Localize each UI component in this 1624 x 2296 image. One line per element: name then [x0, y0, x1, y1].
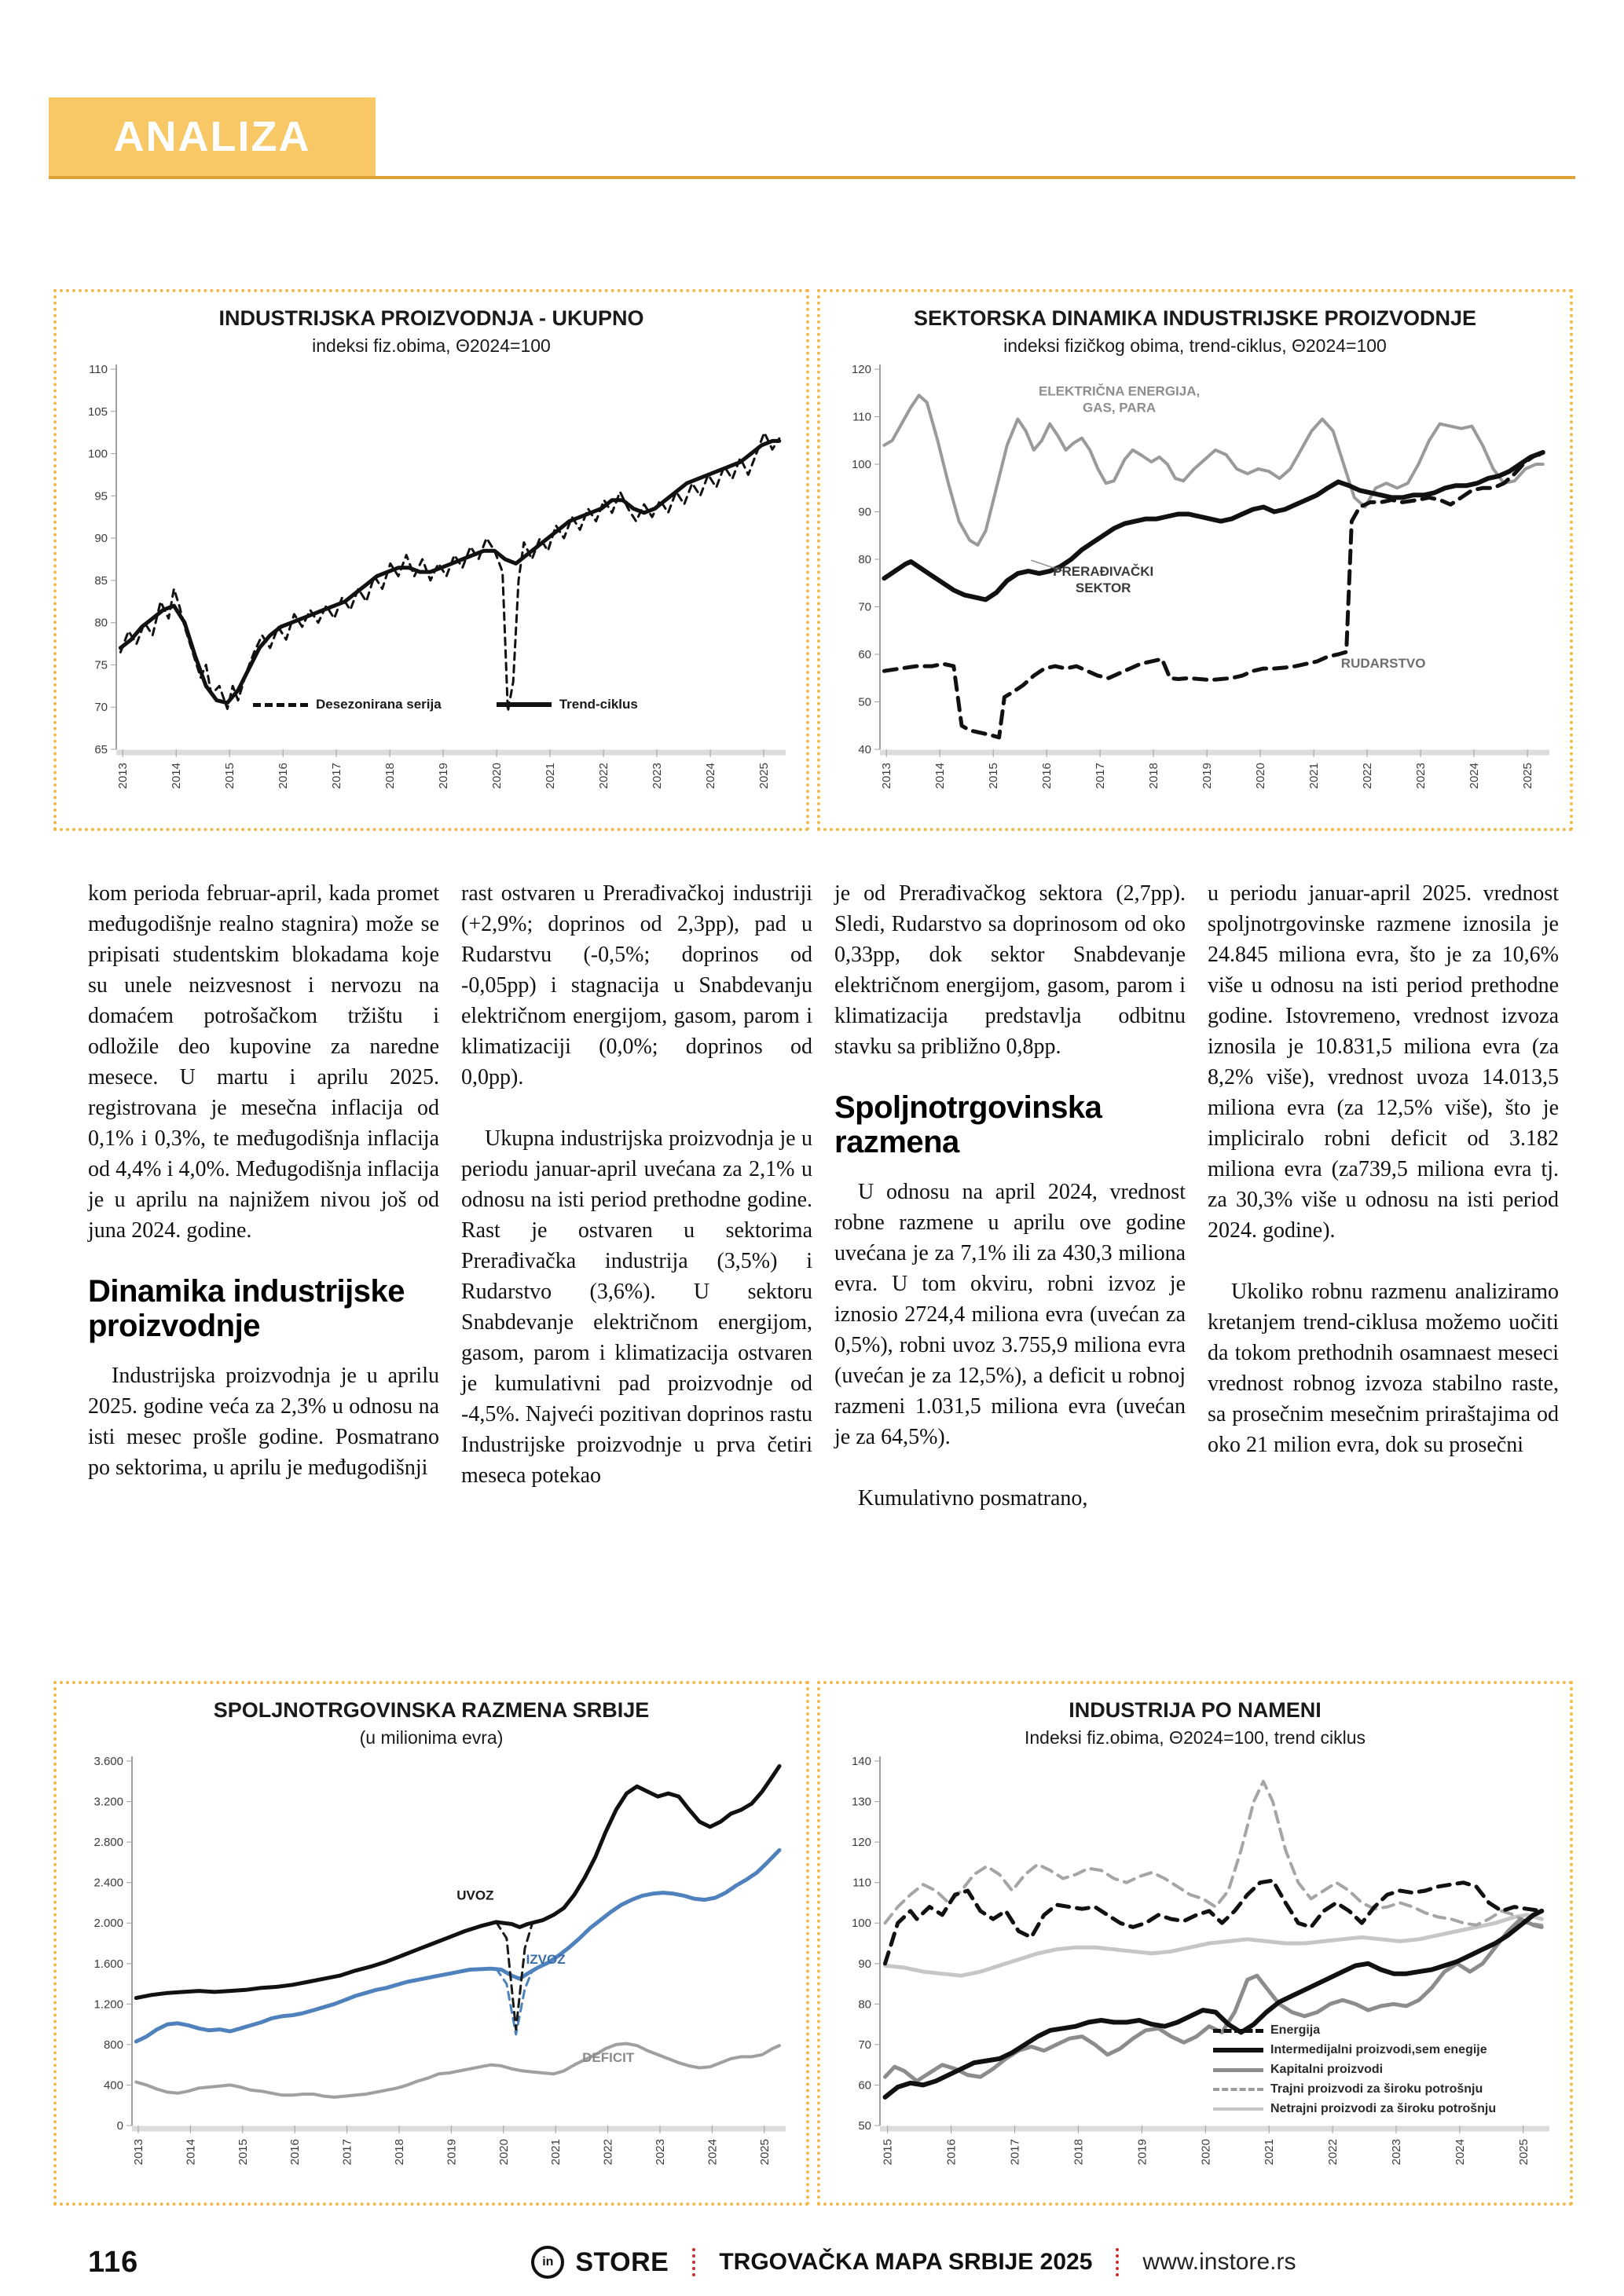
legend-label: Kapitalni proizvodi [1270, 2063, 1384, 2076]
paragraph: je od Prerađivačkog sektora (2,7pp). Sledi, Rudarstvo sa doprinosom od oko 0,33pp, dok sektor Snabdevanje električnom energijom, gasom, parom i klimatizacija predstavlja odbitnu stavku sa približno 0,8pp. [834, 881, 1186, 1059]
svg-text:2018: 2018 [383, 763, 398, 789]
footer-divider [692, 2248, 695, 2276]
svg-text:800: 800 [103, 2038, 123, 2052]
chart-legend [253, 697, 638, 712]
chart-sector-dynamics [817, 289, 1573, 831]
legend-item [497, 697, 638, 712]
svg-text:2023: 2023 [654, 2139, 667, 2166]
svg-text:75: 75 [94, 658, 108, 672]
svg-text:2015: 2015 [987, 763, 1001, 789]
legend-label: Intermedijalni proizvodi,sem enegije [1270, 2043, 1487, 2056]
svg-text:2016: 2016 [1040, 763, 1054, 789]
section-title: ANALIZA [113, 113, 311, 160]
svg-text:2023: 2023 [1390, 2139, 1403, 2166]
svg-text:3.200: 3.200 [93, 1795, 123, 1809]
svg-text:40: 40 [858, 743, 871, 756]
svg-text:110: 110 [852, 410, 871, 424]
svg-text:2022: 2022 [597, 763, 611, 789]
text-column-2 [461, 878, 812, 1514]
svg-text:70: 70 [858, 600, 871, 614]
svg-text:2023: 2023 [651, 763, 665, 789]
svg-text:100: 100 [851, 458, 871, 471]
svg-text:2024: 2024 [1468, 763, 1482, 789]
legend-item [1213, 2023, 1496, 2038]
chart-industrial-production-total [53, 289, 809, 831]
svg-text:2025: 2025 [1521, 763, 1535, 789]
svg-text:60: 60 [858, 648, 871, 661]
legend-item [1213, 2063, 1496, 2077]
svg-text:90: 90 [94, 532, 108, 546]
svg-text:1.200: 1.200 [93, 1998, 123, 2012]
paragraph: kom perioda februar-april, kada promet međugodišnje realno stagnira) može se pripisati studentskim blokadama koje su unele neizvesnost i nervozu na domaćem potrošačkom tržištu i odložile deo kupovine za naredne mesece. U martu i aprilu 2025. registrovana je mesečna inflacija od 0,1% i 0,3%, te međugodišnja inflacija od 4,4% i 4,0%. Međugodišnja inflacija je u aprilu na najnižem nivou još od juna 2024. godine. [88, 881, 439, 1243]
svg-text:2017: 2017 [1008, 2139, 1022, 2166]
svg-text:ELEKTRIČNA ENERGIJA,: ELEKTRIČNA ENERGIJA, [1038, 383, 1201, 399]
gray-line-swatch [1213, 2068, 1263, 2072]
dashed-line-swatch [1213, 2029, 1263, 2033]
chart-title: INDUSTRIJA PO NAMENI [1069, 1698, 1322, 1722]
line-chart-canvas [66, 360, 797, 800]
svg-text:2025: 2025 [1516, 2139, 1531, 2166]
solid-line-swatch [497, 702, 552, 707]
svg-text:2.400: 2.400 [93, 1876, 123, 1890]
page-number: 116 [88, 2245, 139, 2279]
header-rule [49, 176, 1575, 179]
svg-text:2021: 2021 [544, 763, 558, 789]
svg-text:65: 65 [94, 743, 108, 756]
chart-subtitle: Indeksi fiz.obima, Θ2024=100, trend ciklus [1024, 1727, 1366, 1748]
svg-text:95: 95 [94, 489, 108, 504]
svg-text:2013: 2013 [880, 763, 894, 789]
svg-text:RUDARSTVO: RUDARSTVO [1340, 655, 1426, 671]
svg-text:2018: 2018 [393, 2139, 406, 2166]
paragraph: Kumulativno posmatrano, [858, 1486, 1088, 1511]
svg-text:2020: 2020 [1199, 2139, 1213, 2166]
legend-label: Trend-ciklus [559, 697, 638, 712]
legend-item [1213, 2043, 1496, 2057]
chart-foreign-trade [53, 1681, 809, 2206]
svg-text:120: 120 [851, 1836, 871, 1850]
section-header-band [49, 97, 376, 176]
legend-label: Energija [1270, 2023, 1321, 2037]
svg-text:85: 85 [94, 573, 108, 588]
svg-text:90: 90 [858, 505, 871, 519]
svg-text:GAS, PARA: GAS, PARA [1082, 400, 1157, 416]
svg-text:2015: 2015 [223, 763, 237, 789]
svg-text:3.600: 3.600 [93, 1755, 123, 1768]
svg-text:400: 400 [103, 2078, 123, 2093]
chart-industry-by-purpose [817, 1681, 1573, 2206]
website-url: www.instore.rs [1142, 2249, 1296, 2275]
svg-text:2.800: 2.800 [93, 1836, 123, 1850]
svg-text:2019: 2019 [445, 2139, 459, 2166]
dashed-line-swatch [253, 703, 308, 707]
instore-logo-icon [531, 2246, 564, 2279]
text-column-4 [1208, 878, 1559, 1514]
legend-label: Desezonirana serija [316, 697, 442, 712]
svg-text:2024: 2024 [1453, 2139, 1467, 2166]
gray-dashed-line-swatch [1213, 2088, 1263, 2091]
svg-text:130: 130 [851, 1795, 871, 1809]
brand-store-wordmark: STORE [575, 2247, 669, 2277]
svg-text:2018: 2018 [1147, 763, 1161, 789]
chart-legend [1213, 2023, 1496, 2116]
chart-title: INDUSTRIJSKA PROIZVODNJA - UKUPNO [218, 306, 644, 330]
svg-text:100: 100 [851, 1917, 871, 1931]
subheading-dinamika: Dinamika industrijske proizvodnje [88, 1274, 405, 1343]
svg-text:2022: 2022 [1361, 763, 1375, 789]
svg-text:DEFICIT: DEFICIT [582, 2049, 635, 2065]
svg-text:100: 100 [87, 447, 108, 461]
legend-item [1213, 2082, 1496, 2096]
svg-text:2.000: 2.000 [93, 1917, 123, 1931]
legend-item [253, 697, 442, 712]
svg-text:2023: 2023 [1414, 763, 1428, 789]
svg-text:2019: 2019 [1135, 2139, 1149, 2166]
svg-text:90: 90 [858, 1957, 871, 1971]
chart-subtitle: (u milionima evra) [359, 1727, 504, 1748]
svg-text:2014: 2014 [170, 763, 184, 789]
svg-text:2014: 2014 [933, 763, 948, 789]
svg-text:2020: 2020 [497, 2139, 511, 2166]
light-gray-line-swatch [1213, 2107, 1263, 2111]
svg-text:2025: 2025 [757, 763, 772, 789]
svg-text:2022: 2022 [601, 2139, 615, 2166]
svg-text:50: 50 [858, 695, 871, 709]
svg-text:2020: 2020 [1254, 763, 1268, 789]
svg-text:2016: 2016 [944, 2139, 959, 2166]
legend-label: Netrajni proizvodi za široku potrošnju [1270, 2102, 1497, 2115]
svg-text:2015: 2015 [881, 2139, 895, 2166]
legend-item [1213, 2102, 1496, 2116]
svg-text:80: 80 [94, 616, 108, 630]
footer-divider [1116, 2248, 1119, 2276]
svg-text:SEKTOR: SEKTOR [1075, 580, 1131, 596]
svg-text:2017: 2017 [1094, 763, 1108, 789]
svg-text:110: 110 [89, 363, 108, 376]
svg-text:80: 80 [858, 553, 871, 566]
svg-text:2025: 2025 [757, 2139, 772, 2166]
svg-text:2017: 2017 [340, 2139, 354, 2166]
svg-text:2021: 2021 [1307, 763, 1322, 789]
svg-text:2021: 2021 [1263, 2139, 1277, 2166]
svg-text:2022: 2022 [1326, 2139, 1340, 2166]
svg-text:2015: 2015 [236, 2139, 250, 2166]
article-body [88, 878, 1559, 1514]
chart-title: SPOLJNOTRGOVINSKA RAZMENA SRBIJE [213, 1698, 650, 1722]
paragraph: u periodu januar-april 2025. vrednost spoljnotrgovinske razmene iznosila je 24.845 miliona evra, što je za 10,6% više u odnosu na isti period prethodne godine. Istovremeno, vrednost izvoza iznosila je 10.831,5 miliona evra (za 8,2% više), vrednost uvoza 14.013,5 miliona evra (za 12,5% više), što je impliciralo robni deficit od 3.182 miliona evra (za739,5 miliona evra tj. za 30,3% više u odnosu na isti period 2024. godine). [1208, 881, 1559, 1243]
paragraph: U odnosu na april 2024, vrednost robne razmene u aprilu ove godine uvećana je za 7,1% ili za 430,3 miliona evra. U tom okviru, robni izvoz je iznosio 2724,4 miliona evra (uvećan za 0,5%), robni uvoz 3.755,9 miliona evra (uvećan je za 12,5%), a deficit u robnoj razmeni 1.031,5 miliona evra (uvećan je za 64,5%). [834, 1180, 1186, 1449]
svg-text:2013: 2013 [132, 2139, 145, 2166]
svg-text:2021: 2021 [549, 2139, 563, 2166]
svg-text:105: 105 [87, 405, 108, 419]
svg-text:50: 50 [858, 2119, 871, 2133]
svg-text:2013: 2013 [116, 763, 130, 789]
svg-text:2020: 2020 [490, 763, 504, 789]
svg-text:70: 70 [94, 701, 108, 715]
svg-text:2019: 2019 [1201, 763, 1215, 789]
svg-text:140: 140 [851, 1755, 871, 1768]
svg-text:1.600: 1.600 [93, 1957, 123, 1971]
edition-title: TRGOVAČKA MAPA SRBIJE 2025 [719, 2249, 1093, 2275]
paragraph: rast ostvaren u Prerađivačkoj industriji (+2,9%; doprinos od 2,3pp), pad u Rudarstvu (-0,5%; doprinos od -0,05pp) i stagnacija u Snabdevanju električnom energijom, gasom, parom i klimatizaciji (0,0%; doprinos od 0,0pp). [461, 881, 812, 1089]
svg-text:2016: 2016 [277, 763, 291, 789]
svg-text:2014: 2014 [184, 2139, 198, 2166]
svg-text:UVOZ: UVOZ [456, 1888, 494, 1903]
svg-text:60: 60 [858, 2078, 871, 2093]
svg-text:PRERAĐIVAČKI: PRERAĐIVAČKI [1053, 564, 1154, 580]
svg-text:0: 0 [116, 2119, 123, 2133]
svg-text:2019: 2019 [437, 763, 451, 789]
line-chart-canvas [66, 1752, 797, 2176]
chart-title: SEKTORSKA DINAMIKA INDUSTRIJSKE PROIZVODNJE [913, 306, 1477, 330]
svg-text:2024: 2024 [706, 2139, 720, 2166]
svg-text:80: 80 [858, 1998, 871, 2012]
svg-text:120: 120 [851, 363, 871, 376]
legend-label: Trajni proizvodi za široku potrošnju [1270, 2082, 1483, 2096]
page-footer [88, 2240, 1559, 2284]
svg-text:110: 110 [852, 1876, 871, 1890]
svg-text:IZVOZ: IZVOZ [526, 1951, 566, 1967]
svg-text:2017: 2017 [330, 763, 344, 789]
svg-text:70: 70 [858, 2038, 871, 2052]
paragraph: Industrijska proizvodnja je u aprilu 2025. godine veća za 2,3% u odnosu na isti mesec prošle godine. Posmatrano po sektorima, u aprilu je međugodišnji [88, 1364, 439, 1480]
svg-text:2018: 2018 [1072, 2139, 1086, 2166]
svg-text:2016: 2016 [288, 2139, 302, 2166]
text-column-1 [88, 878, 439, 1514]
text-column-3 [834, 878, 1186, 1514]
solid-line-swatch [1213, 2048, 1263, 2052]
chart-subtitle: indeksi fizičkog obima, trend-ciklus, Θ2024=100 [1003, 335, 1387, 356]
paragraph: Ukupna industrijska proizvodnja je u periodu januar-april uvećana za 2,1% u odnosu na isti period prethodne godine. Rast je ostvaren u sektorima Prerađivačka industrija (3,5%) i Rudarstvo (3,6%). U sektoru Snabdevanje električnom energijom, gasom, parom i klimatizacija ostvaren je kumulativni pad proizvodnje od -4,5%. Najveći pozitivan doprinos rastu Industrijske proizvodnje u prva četiri meseca potekao [461, 1126, 812, 1488]
footer-brand [531, 2246, 1296, 2279]
svg-text:2024: 2024 [704, 763, 718, 789]
subheading-spoljnotrgovinska: Spoljnotrgovinska razmena [834, 1090, 1102, 1159]
logo-in-text: in [542, 2255, 554, 2269]
line-chart-canvas [830, 360, 1560, 800]
paragraph: Ukoliko robnu razmenu analiziramo kretanjem trend-ciklusa možemo uočiti da tokom prethodnih osamnaest meseci vrednost robnog izvoza stabilno raste, sa prosečnim mesečnim priraštajima od oko 21 milion evra, dok su prosečni [1208, 1280, 1559, 1457]
chart-subtitle: indeksi fiz.obima, Θ2024=100 [312, 335, 551, 356]
